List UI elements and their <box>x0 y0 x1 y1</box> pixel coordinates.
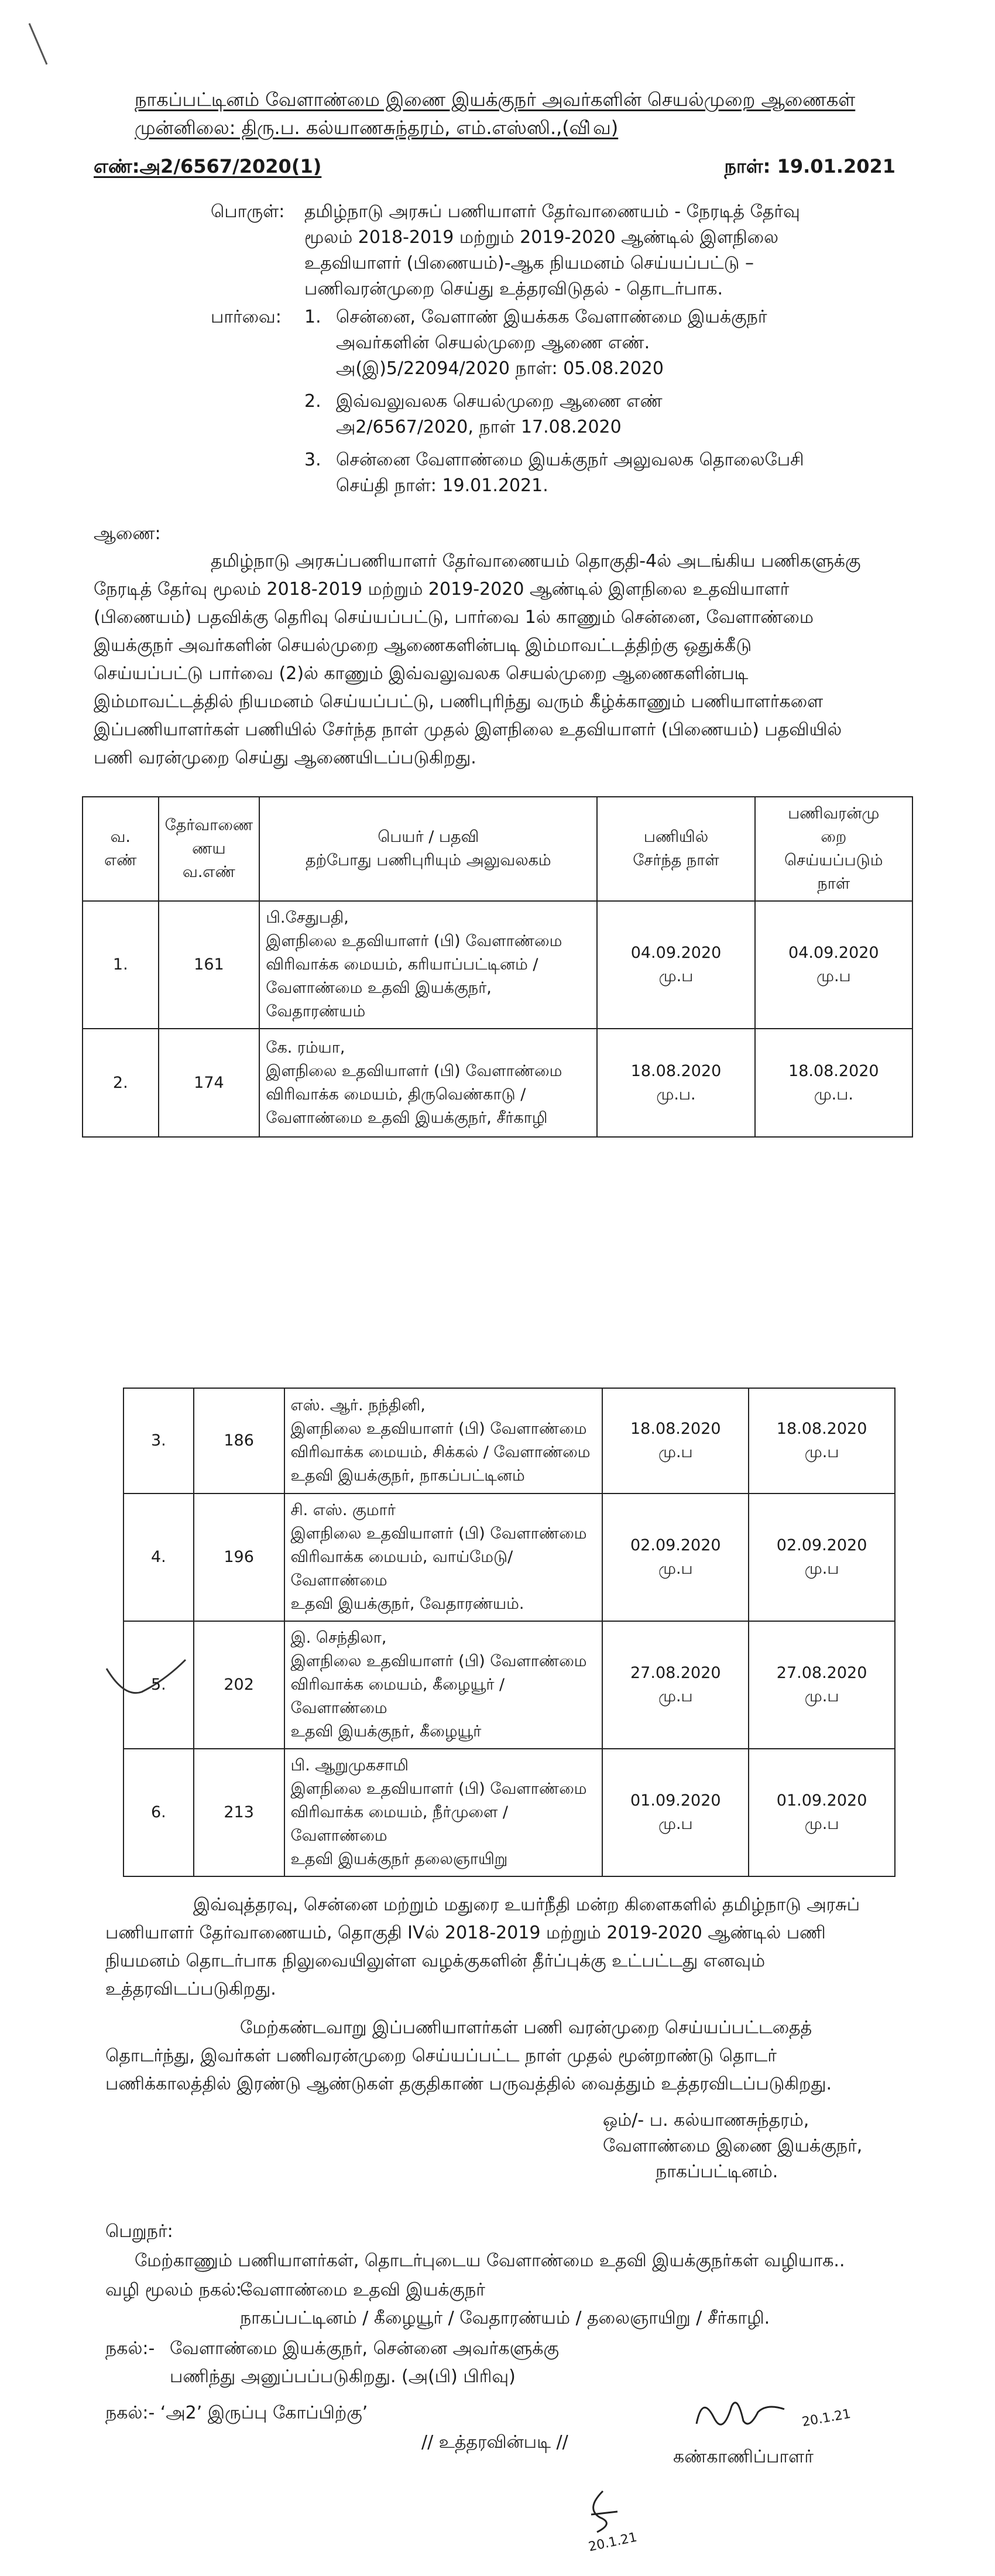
col-header-name: பெயர் / பதவி தற்போது பணிபுரியும் அலுவலகம் <box>259 797 597 901</box>
copy-label: நகல்:- <box>105 2338 155 2359</box>
cell-tnpsc: 196 <box>194 1493 284 1621</box>
cell-joined: 01.09.2020 மு.ப <box>602 1749 749 1876</box>
copy-file: நகல்:- ‘அ2’ இருப்பு கோப்பிற்கு’ <box>105 2403 368 2423</box>
order-date: நாள்: 19.01.2021 <box>724 155 896 177</box>
cell-tnpsc: 174 <box>159 1029 260 1137</box>
order-label: ஆணை: <box>94 523 161 544</box>
cell-tnpsc: 186 <box>194 1388 284 1493</box>
copy-line-1: வேளாண்மை இயக்குநர், சென்னை அவர்களுக்கு <box>170 2338 559 2359</box>
cell-tnpsc: 213 <box>194 1749 284 1876</box>
recipients-label: பெறுநர்: <box>105 2221 173 2242</box>
cell-joined: 27.08.2020 மு.ப <box>602 1621 749 1749</box>
table-row <box>123 1749 895 1876</box>
cell-sl: 5. <box>123 1621 194 1749</box>
order-paragraph: தமிழ்நாடு அரசுப்பணியாளர் தேர்வாணையம் தொகுதி-4ல் அடங்கிய பணிகளுக்கு நேரடித் தேர்வு மூலம் 2018-2019 மற்றும் 2019-2020 ஆண்டில் இளநிலை உதவியாளர் (பிணையம்) பதவிக்கு தெரிவு செய்யப்பட்டு, பார்வை 1ல் காணும் சென்னை, வேளாண்மை இயக்குநர் அவர்களின் செயல்முறை ஆணைகளின்படி இம்மாவட்டத்திற்கு ஒதுக்கீடு செய்யப்பட்டு பார்வை (2)ல் காணும் இவ்வலுவலக செயல்முறை ஆணைகளின்படி இம்மாவட்டத்தில் நியமனம் செய்யப்பட்டு, பணிபுரிந்து வரும் கீழ்க்காணும் பணியாளர்களை இப்பணியாளர்கள் பணியில் சேர்ந்த நாள் முதல் இளநிலை உதவியாளர் (பிணையம்) பதவியில் பணி வரன்முறை செய்து ஆணையிடப்படுகிறது. <box>94 551 861 768</box>
cell-regularised: 18.08.2020 மு.ப <box>749 1388 895 1493</box>
table-row <box>123 1493 895 1621</box>
cell-tnpsc: 161 <box>159 901 260 1029</box>
subject-text: தமிழ்நாடு அரசுப் பணியாளர் தேர்வாணையம் - நேரடித் தேர்வு மூலம் 2018-2019 மற்றும் 2019-2020 ஆண்டில் இளநிலை உதவியாளர் (பிணையம்)-ஆக நியமனம் செய்யப்பட்டு – பணிவரன்முறை செய்து உத்தரவிடுதல் - தொடர்பாக. <box>304 201 800 299</box>
header-line-2: முன்னிலை: திரு.ப. கல்யாணசுந்தரம், எம்.எஸ்ஸி.,(வி்வ) <box>135 117 619 139</box>
cell-joined: 18.08.2020 மு.ப. <box>597 1029 754 1137</box>
closing-paragraph-1: இவ்வுத்தரவு, சென்னை மற்றும் மதுரை உயர்நீதி மன்ற கிளைகளில் தமிழ்நாடு அரசுப் பணியாளர் தேர்வாணையம், தொகுதி IVல் 2018-2019 மற்றும் 2019-2020 ஆண்டில் பணி நியமனம் தொடர்பாக நிலுவையிலுள்ள வழக்குகளின் தீர்ப்புக்கு உட்பட்டது எனவும் உத்தரவிடப்படுகிறது. <box>105 1895 860 1999</box>
cell-name: எஸ். ஆர். நந்தினி, இளநிலை உதவியாளர் (பி) வேளாண்மை விரிவாக்க மையம், சிக்கல் / வேளாண்மை உதவி இயக்குநர், நாகப்பட்டினம் <box>284 1388 603 1493</box>
cell-name: இ. செந்திலா, இளநிலை உதவியாளர் (பி) வேளாண்மை விரிவாக்க மையம், கீழையூர் / வேளாண்மை உதவி இயக்குநர், கீழையூர் <box>284 1621 603 1749</box>
via-copy-line-1: வேளாண்மை உதவி இயக்குநர் <box>240 2280 485 2300</box>
scan-mark-icon <box>23 18 59 76</box>
table-row <box>83 901 912 1029</box>
header-line-1: நாகப்பட்டினம் வேளாண்மை இணை இயக்குநர் அவர்களின் செயல்முறை ஆணைகள் <box>135 88 856 111</box>
cell-regularised: 27.08.2020 மு.ப <box>749 1621 895 1749</box>
attestation: // உத்தரவின்படி // <box>421 2432 568 2452</box>
bottom-initial-icon <box>574 2485 632 2538</box>
col-header-sl: வ. எண் <box>83 797 159 901</box>
cell-joined: 04.09.2020 மு.ப <box>597 901 754 1029</box>
closing-paragraph-2: மேற்கண்டவாறு இப்பணியாளர்கள் பணி வரன்முறை செய்யப்பட்டதைத் தொடர்ந்து, இவர்கள் பணிவரன்முறை செய்யப்பட்ட நாள் முதல் மூன்றாண்டு தொடர் பணிக்காலத்தில் இரண்டு ஆண்டுகள் தகுதிகாண் பருவத்தில் வைத்தும் உத்தரவிடப்படுகிறது. <box>105 2017 832 2094</box>
superintendent-label: கண்காணிப்பாளர் <box>673 2447 814 2467</box>
order-number: எண்:அ2/6567/2020(1) <box>94 155 322 177</box>
cell-name: சி. எஸ். குமார் இளநிலை உதவியாளர் (பி) வேளாண்மை விரிவாக்க மையம், வாய்மேடு/ வேளாண்மை உதவி இயக்குநர், வேதாரண்யம். <box>284 1493 603 1621</box>
col-header-tnpsc: தேர்வாணை ணய வ.எண் <box>159 797 260 901</box>
copy-line-2: பணிந்து அனுப்பப்படுகிறது. (அ(பி) பிரிவு) <box>170 2366 516 2387</box>
reference-item: 2. இவ்வலுவலக செயல்முறை ஆணை எண் அ2/6567/2020, நாள் 17.08.2020 <box>304 391 663 437</box>
cell-regularised: 01.09.2020 மு.ப <box>749 1749 895 1876</box>
cell-name: பி. ஆறுமுகசாமி இளநிலை உதவியாளர் (பி) வேளாண்மை விரிவாக்க மையம், நீர்முளை / வேளாண்மை உதவி இயக்குநர் தலைஞாயிறு <box>284 1749 603 1876</box>
cell-joined: 18.08.2020 மு.ப <box>602 1388 749 1493</box>
reference-item: 1. சென்னை, வேளாண் இயக்கக வேளாண்மை இயக்குநர் அவர்களின் செயல்முறை ஆணை எண். அ(இ)5/22094/2020 நாள்: 05.08.2020 <box>304 307 767 379</box>
reference-list <box>304 304 896 499</box>
table-row <box>123 1388 895 1493</box>
table-header-row <box>83 797 912 901</box>
cell-tnpsc: 202 <box>194 1621 284 1749</box>
bottom-date: 20.1.21 <box>587 2530 639 2555</box>
tick-mark-icon <box>101 1657 188 1704</box>
cell-name: கே. ரம்யா, இளநிலை உதவியாளர் (பி) வேளாண்மை விரிவாக்க மையம், திருவெண்காடு / வேளாண்மை உதவி இயக்குநர், சீர்காழி <box>259 1029 597 1137</box>
via-copy-line-2: நாகப்பட்டினம் / கீழையூர் / வேதாரண்யம் / தலைஞாயிறு / சீர்காழி. <box>240 2308 770 2328</box>
cell-sl: 2. <box>83 1029 159 1137</box>
cell-name: பி.சேதுபதி, இளநிலை உதவியாளர் (பி) வேளாண்மை விரிவாக்க மையம், கரியாப்பட்டினம் / வேளாண்மை உதவி இயக்குநர், வேதாரண்யம் <box>259 901 597 1029</box>
via-copy-label: வழி மூலம் நகல்:- <box>105 2280 248 2300</box>
reference-label: பார்வை: <box>211 307 282 327</box>
cell-joined: 02.09.2020 மு.ப <box>602 1493 749 1621</box>
cell-sl: 4. <box>123 1493 194 1621</box>
subject-label: பொருள்: <box>211 201 285 222</box>
staff-table-part-1 <box>82 796 913 1138</box>
initial-date: 20.1.21 <box>801 2406 852 2430</box>
signature-block: ஒம்/- ப. கல்யாணசுந்தரம், வேளாண்மை இணை இயக்குநர், நாகப்பட்டினம். <box>603 2110 863 2182</box>
recipients-to: மேற்காணும் பணியாளர்கள், தொடர்புடைய வேளாண்மை உதவி இயக்குநர்கள் வழியாக.. <box>135 2250 845 2271</box>
cell-sl: 3. <box>123 1388 194 1493</box>
cell-regularised: 02.09.2020 மு.ப <box>749 1493 895 1621</box>
cell-sl: 6. <box>123 1749 194 1876</box>
cell-sl: 1. <box>83 901 159 1029</box>
reference-item: 3. சென்னை வேளாண்மை இயக்குநர் அலுவலக தொலைபேசி செய்தி நாள்: 19.01.2021. <box>304 450 804 496</box>
table-row <box>83 1029 912 1137</box>
table-row <box>123 1621 895 1749</box>
cell-regularised: 18.08.2020 மு.ப. <box>755 1029 912 1137</box>
col-header-joined: பணியில் சேர்ந்த நாள் <box>597 797 754 901</box>
col-header-regularised: பணிவரன்மு றை செய்யப்படும் நாள் <box>755 797 912 901</box>
staff-table-part-2 <box>123 1388 896 1877</box>
cell-regularised: 04.09.2020 மு.ப <box>755 901 912 1029</box>
superintendent-signature-icon <box>691 2389 790 2441</box>
